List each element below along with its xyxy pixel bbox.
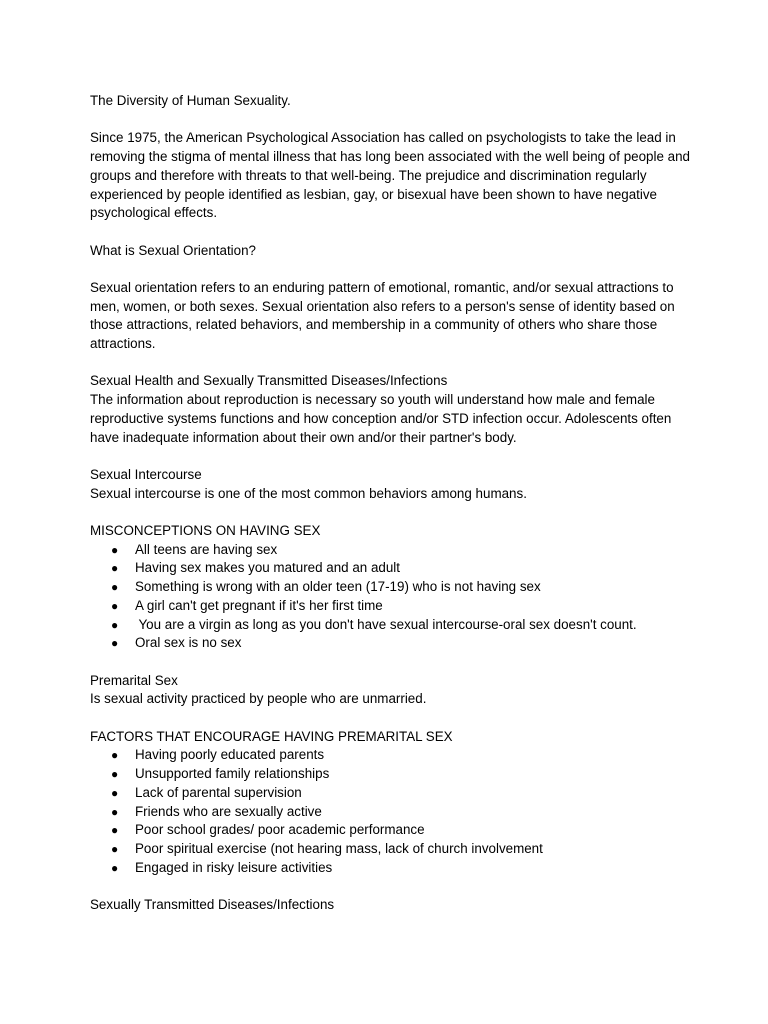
bullet-icon: ● [111, 617, 119, 632]
bullet-icon: ● [111, 767, 119, 782]
bullet-icon: ● [111, 748, 119, 763]
bullet-icon: ● [111, 860, 119, 875]
intro-block [90, 129, 690, 223]
misconceptions-block [90, 522, 690, 653]
intercourse-block [90, 466, 690, 503]
bullet-icon: ● [111, 804, 119, 819]
list-item-text: Poor spiritual exercise (not hearing mass, lack of church involvement [135, 841, 543, 856]
bullet-icon: ● [111, 842, 119, 856]
bullet-icon: ● [111, 542, 119, 557]
premarital-heading: Premarital Sex [90, 672, 178, 688]
bullet-icon: ● [111, 785, 119, 800]
factors-list [90, 746, 690, 877]
misconceptions-heading: MISCONCEPTIONS ON HAVING SEX [90, 523, 321, 539]
orientation-block [90, 279, 690, 354]
list-item-text: Engaged in risky leisure activities [135, 859, 333, 875]
premarital-paragraph: Is sexual activity practiced by people who are unmarried. [90, 691, 427, 707]
list-item [90, 616, 690, 635]
factors-heading: FACTORS THAT ENCOURAGE HAVING PREMARITAL SEX [90, 728, 453, 744]
intercourse-heading: Sexual Intercourse [90, 466, 202, 482]
health-heading: Sexual Health and Sexually Transmitted Diseases/Infections [90, 373, 448, 389]
intro-paragraph: Since 1975, the American Psychological Association has called on psychologists to take the lead in removing the stigma of mental illness that has long been associated with the well being of people and groups and therefore with threats to that well-being. The prejudice and discrimination regularly experienced by people identified as lesbian, gay, or bisexual have been shown to have negative psychological effects. [90, 130, 690, 221]
list-item-text: Having poorly educated parents [135, 747, 325, 763]
list-item [90, 859, 690, 878]
list-item-text: You are a virgin as long as you don't have sexual intercourse-oral sex doesn't count. [135, 616, 637, 632]
orientation-heading: What is Sexual Orientation? [90, 242, 256, 258]
list-item [90, 803, 690, 822]
health-paragraph: The information about reproduction is necessary so youth will understand how male and female reproductive systems functions and how conception and/or STD infection occur. Adolescents often have inadequate information about their own and/or their partner's body. [90, 392, 672, 445]
title-block [90, 92, 690, 111]
orientation-heading-block [90, 242, 690, 261]
document-title: The Diversity of Human Sexuality. [90, 93, 291, 108]
list-item [90, 541, 690, 560]
list-item-text: Poor school grades/ poor academic performance [135, 822, 425, 838]
list-item-text: Having sex makes you matured and an adult [135, 560, 400, 576]
list-item-text: Friends who are sexually active [135, 803, 322, 819]
document-body [90, 92, 690, 933]
intercourse-paragraph: Sexual intercourse is one of the most common behaviors among humans. [90, 485, 527, 501]
list-item-text: All teens are having sex [135, 541, 278, 557]
bullet-icon: ● [111, 561, 119, 576]
misconceptions-list [90, 541, 690, 653]
list-item [90, 840, 690, 859]
bullet-icon: ● [111, 823, 119, 838]
list-item [90, 784, 690, 803]
stds-heading: Sexually Transmitted Diseases/Infections [90, 897, 335, 913]
health-block [90, 372, 690, 447]
list-item [90, 746, 690, 765]
premarital-block [90, 672, 690, 709]
list-item-text: A girl can't get pregnant if it's her first time [135, 597, 383, 613]
list-item [90, 597, 690, 616]
list-item [90, 634, 690, 653]
list-item [90, 559, 690, 578]
list-item-text: Lack of parental supervision [135, 784, 302, 800]
list-item [90, 765, 690, 784]
stds-block [90, 896, 690, 915]
list-item-text: Unsupported family relationships [135, 766, 330, 782]
bullet-icon: ● [111, 636, 119, 651]
orientation-paragraph: Sexual orientation refers to an enduring pattern of emotional, romantic, and/or sexual attractions to men, women, or both sexes. Sexual orientation also refers to a person's sense of identity based on those attractions, related behaviors, and membership in a community of others who share those attractions. [90, 279, 675, 352]
list-item-text: Oral sex is no sex [135, 635, 242, 651]
list-item-text: Something is wrong with an older teen (17-19) who is not having sex [135, 579, 541, 595]
factors-block [90, 728, 690, 878]
list-item [90, 578, 690, 597]
bullet-icon: ● [111, 598, 119, 613]
bullet-icon: ● [111, 580, 119, 595]
list-item [90, 821, 690, 840]
